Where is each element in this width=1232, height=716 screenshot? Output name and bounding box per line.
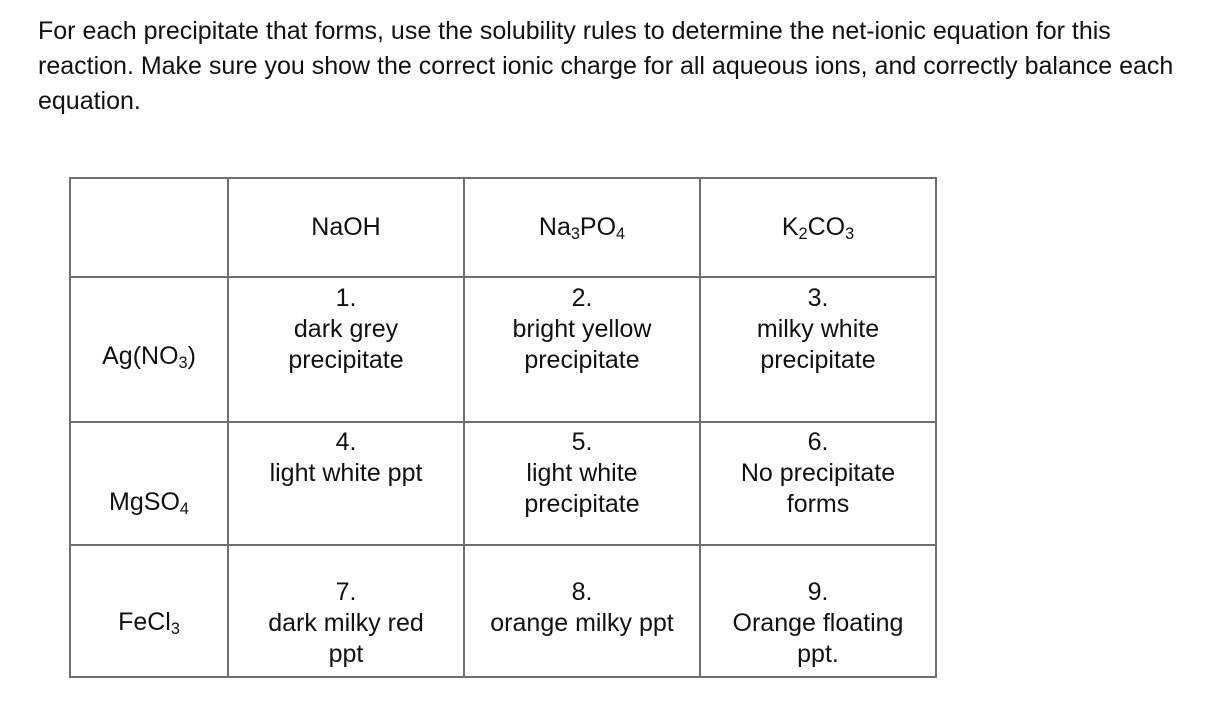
cell-line: precipitate (524, 346, 640, 374)
table-cell (700, 277, 936, 422)
table-row (70, 545, 936, 677)
formula-subscript: 4 (616, 225, 626, 244)
cell-line: 4. (335, 428, 357, 456)
corner-cell (70, 178, 228, 277)
cell-line: milky white (756, 315, 880, 343)
cell-line: precipitate (760, 346, 876, 374)
formula-text: Ag(NO (102, 342, 179, 370)
cell-line: ppt (328, 640, 364, 668)
formula-text: FeCl (118, 608, 171, 636)
cell-line: light white ppt (269, 459, 423, 487)
cell-line: 8. (571, 578, 593, 606)
cell-line: forms (786, 490, 850, 518)
formula-subscript: 3 (845, 225, 855, 244)
formula-subscript: 4 (179, 500, 189, 519)
table-cell (464, 545, 700, 677)
cell-line: precipitate (524, 490, 640, 518)
cell-line: orange milky ppt (490, 609, 674, 637)
cell-line: Orange floating (732, 609, 904, 637)
table-cell (228, 277, 464, 422)
table-row (70, 277, 936, 422)
header-row (70, 178, 936, 277)
cell-line: dark milky red (268, 609, 424, 637)
formula-text: K (781, 213, 799, 241)
cell-line: 5. (571, 428, 593, 456)
table-cell (464, 422, 700, 545)
cell-line: ppt. (797, 640, 839, 668)
formula-subscript: 3 (170, 620, 180, 639)
table-row (70, 422, 936, 545)
cell-line: dark grey (293, 315, 399, 343)
column-header (700, 178, 936, 277)
cell-line: 1. (335, 284, 357, 312)
cell-line: light white (526, 459, 638, 487)
formula-text: ) (187, 342, 196, 370)
table-cell (228, 422, 464, 545)
cell-line: 7. (335, 578, 357, 606)
table-cell (700, 545, 936, 677)
table-cell (700, 422, 936, 545)
formula-subscript: 3 (570, 225, 580, 244)
cell-line: bright yellow (512, 315, 652, 343)
column-header (228, 178, 464, 277)
formula-subscript: 2 (798, 225, 808, 244)
formula-text: NaOH (311, 213, 381, 241)
cell-line: 9. (807, 578, 829, 606)
row-header (70, 422, 228, 545)
formula-text: Na (538, 213, 571, 241)
formula-text: CO (807, 213, 846, 241)
reaction-table (69, 177, 937, 678)
table-cell (228, 545, 464, 677)
cell-line: 6. (807, 428, 829, 456)
formula-subscript: 3 (178, 354, 188, 373)
cell-line: precipitate (288, 346, 404, 374)
cell-line: 3. (807, 284, 829, 312)
table-cell (464, 277, 700, 422)
cell-line: 2. (571, 284, 593, 312)
row-header (70, 277, 228, 422)
instructions-text: For each precipitate that forms, use the solubility rules to determine the net-ionic equation for this reaction. Make sure you show the correct ionic charge for all aqueous ions, and correctly balance each equation. (38, 17, 1174, 115)
row-header (70, 545, 228, 677)
formula-text: MgSO (109, 488, 180, 516)
formula-text: PO (579, 213, 617, 241)
column-header (464, 178, 700, 277)
cell-line: No precipitate (740, 459, 896, 487)
